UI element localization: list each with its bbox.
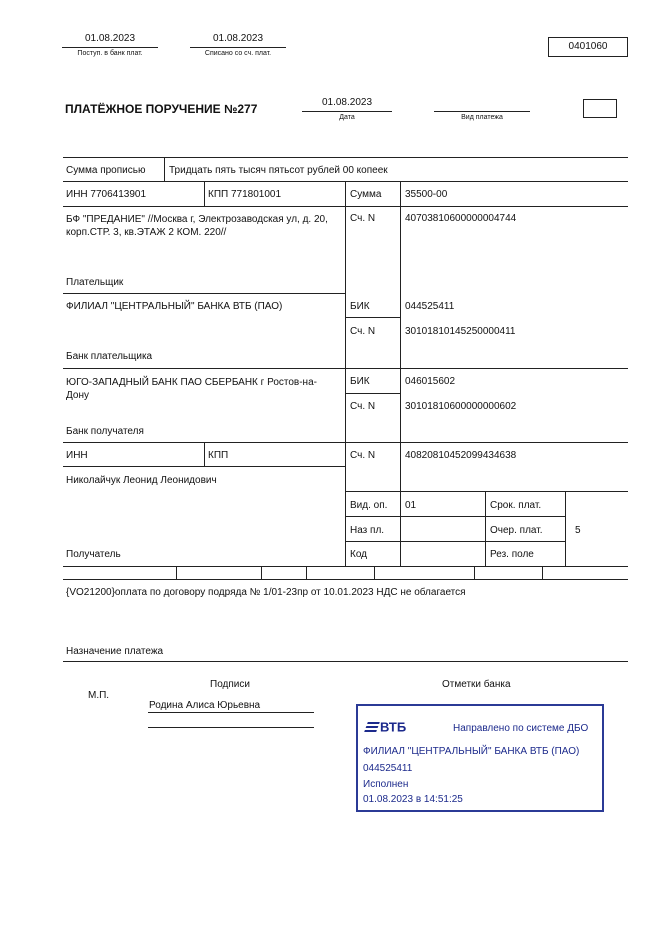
stamp-bank: ФИЛИАЛ "ЦЕНТРАЛЬНЫЙ" БАНКА ВТБ (ПАО)	[363, 746, 580, 757]
rule-purpose-code	[345, 541, 565, 542]
form-code: 0401060	[568, 41, 608, 52]
sum-label: Сумма	[350, 189, 382, 200]
vrule-kpp-sum	[345, 181, 346, 566]
purpose-text: {VO21200}оплата по договору подряда № 1/01-23пр от 10.01.2023 НДС не облагается	[66, 587, 466, 598]
payee-label: Получатель	[66, 549, 121, 560]
payee-bank-bik: 046015602	[405, 376, 456, 387]
payment-type-line	[434, 111, 530, 112]
rule-code	[63, 566, 628, 567]
vrule-payer-bank	[400, 293, 401, 368]
rule-tax	[63, 579, 628, 580]
stamp-datetime: 01.08.2023 в 14:51:25	[363, 794, 463, 805]
vrule-tax-4	[374, 566, 375, 579]
signature-line-2	[148, 727, 314, 728]
op-type-label: Вид. оп.	[350, 500, 388, 511]
debited-label: Списано со сч. плат.	[204, 50, 272, 57]
payer-inn: ИНН 7706413901	[66, 189, 147, 200]
vrule-op	[400, 491, 401, 566]
code-label: Код	[350, 549, 368, 560]
payer-label: Плательщик	[66, 277, 124, 288]
rule-payer	[63, 293, 345, 294]
vrule-sum-value	[400, 181, 401, 206]
payee-kpp-label: КПП	[208, 450, 229, 461]
payee-bank-account: 30101810600000000602	[405, 401, 517, 412]
doc-date: 01.08.2023	[321, 97, 373, 108]
rule-payee-inn	[63, 466, 345, 467]
page-title: ПЛАТЁЖНОЕ ПОРУЧЕНИЕ №277	[65, 102, 258, 116]
vrule-tax-6	[542, 566, 543, 579]
debited-line	[190, 47, 286, 48]
payee-inn-label: ИНН	[66, 450, 88, 461]
stamp-bik: 044525411	[363, 763, 413, 774]
vrule-tax-1	[176, 566, 177, 579]
payee-name: Николайчук Леонид Леонидович	[66, 475, 217, 486]
payer-bank-acct-label: Сч. N	[350, 326, 376, 337]
debited-date: 01.08.2023	[212, 33, 264, 44]
payer-bank-name: ФИЛИАЛ "ЦЕНТРАЛЬНЫЙ" БАНКА ВТБ (ПАО)	[66, 301, 283, 312]
payer-bank-bik: 044525411	[405, 301, 455, 312]
amount-words: Тридцать пять тысяч пятьсот рублей 00 копеек	[169, 165, 388, 176]
stamp-system: Направлено по системе ДБО	[453, 723, 589, 734]
vrule-payee-acct	[400, 442, 401, 491]
vrule-tax-5	[474, 566, 475, 579]
payer-account: 40703810600000004744	[405, 213, 517, 224]
purpose-label: Назначение платежа	[66, 646, 164, 657]
vrule-payee-bank	[400, 368, 401, 442]
payee-bank-acct-label: Сч. N	[350, 401, 376, 412]
vtb-logo	[366, 718, 406, 736]
received-line	[62, 47, 158, 48]
payee-bank-name: ЮГО-ЗАПАДНЫЙ БАНК ПАО СБЕРБАНК г Ростов-на-Дону	[66, 377, 317, 401]
rule-op	[345, 516, 565, 517]
priority-value: 5	[575, 525, 581, 536]
bank-stamp	[356, 704, 604, 812]
payer-name: БФ "ПРЕДАНИЕ" //Москва г, Электрозаводская ул, д. 20, корп.СТР. 3, кв.ЭТАЖ 2 КОМ. 220//	[66, 214, 328, 238]
payer-status-box	[583, 99, 617, 118]
payer-bank-bik-label: БИК	[350, 301, 370, 312]
doc-date-label: Дата	[339, 114, 355, 121]
payer-bank-account: 30101810145250000411	[405, 326, 516, 337]
vrule-words	[164, 157, 165, 181]
vrule-inn-kpp	[204, 181, 205, 206]
purpose-code-label: Наз пл.	[350, 525, 385, 536]
signer-name: Родина Алиса Юрьевна	[149, 700, 261, 711]
received-date: 01.08.2023	[84, 33, 136, 44]
vrule-priority	[565, 491, 566, 566]
vrule-tax-3	[306, 566, 307, 579]
priority-label: Очер. плат.	[490, 525, 543, 536]
term-label: Срок. плат.	[490, 500, 542, 511]
op-type: 01	[405, 500, 417, 511]
payee-account: 40820810452099434638	[405, 450, 517, 461]
doc-date-line	[302, 111, 392, 112]
vrule-term	[485, 491, 486, 566]
rule-purpose	[63, 661, 628, 662]
sum-value: 35500-00	[405, 189, 448, 200]
vtb-logo-stripes-icon	[364, 722, 380, 732]
payee-acct-label: Сч. N	[350, 450, 376, 461]
vtb-logo-text: ВТБ	[380, 719, 407, 735]
payer-acct-label: Сч. N	[350, 213, 376, 224]
mp-label: М.П.	[88, 690, 110, 701]
rule-bik-payee	[345, 393, 400, 394]
vrule-payer-acct	[400, 206, 401, 293]
vrule-tax-2	[261, 566, 262, 579]
rule-top	[63, 157, 628, 158]
received-label: Поступ. в банк плат.	[77, 50, 143, 57]
rule-payee	[345, 491, 628, 492]
payer-kpp: КПП 771801001	[208, 189, 282, 200]
signature-line-1	[148, 712, 314, 713]
stamp-status: Исполнен	[363, 779, 409, 790]
reserve-label: Рез. поле	[490, 549, 534, 560]
amount-words-label: Сумма прописью	[66, 165, 146, 176]
payer-bank-label: Банк плательщика	[66, 351, 153, 362]
bank-marks-label: Отметки банка	[442, 679, 511, 690]
rule-bik-payer	[345, 317, 400, 318]
signatures-label: Подписи	[210, 679, 250, 690]
payment-type-label: Вид платежа	[461, 114, 503, 121]
payee-bank-label: Банк получателя	[66, 426, 144, 437]
payee-bank-bik-label: БИК	[350, 376, 370, 387]
vrule-payee-inn	[204, 442, 205, 466]
